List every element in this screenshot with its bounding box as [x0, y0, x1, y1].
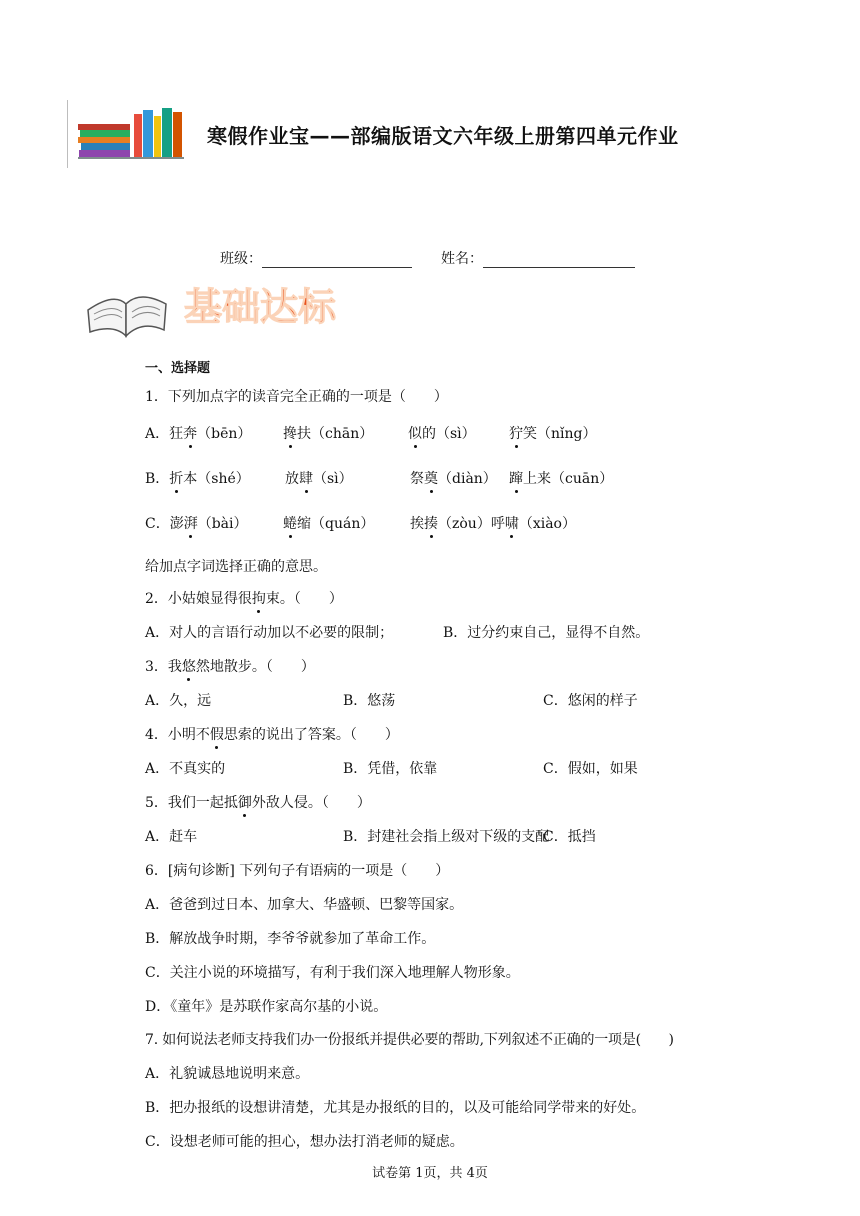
q7-option-a: A．礼貌诚恳地说明来意。	[145, 1066, 310, 1082]
books-icon	[78, 104, 188, 160]
class-field	[220, 248, 412, 268]
open-book-icon	[88, 297, 166, 336]
section-title: 一、选择题	[145, 361, 211, 376]
q7-option-b: B．把办报纸的设想讲清楚，尤其是办报纸的目的，以及可能给同学带来的好处。	[145, 1100, 646, 1116]
q5-stem: 5．我们一起抵御外敌人侵。（ ）	[145, 795, 371, 811]
page-title: 寒假作业宝——部编版语文六年级上册第四单元作业	[207, 124, 679, 148]
q2-stem: 2．小姑娘显得很拘束。（ ）	[145, 591, 343, 607]
header-divider	[67, 100, 68, 168]
name-blank	[483, 253, 635, 268]
q7-option-c: C．设想老师可能的担心，想办法打消老师的疑虑。	[145, 1134, 464, 1150]
q1-stem: 1．下列加点字的读音完全正确的一项是（ ）	[145, 389, 448, 405]
class-blank	[262, 253, 412, 268]
name-field	[441, 248, 635, 268]
q7-stem: 7. 如何说法老师支持我们办一份报纸并提供必要的帮助,下列叙述不正确的一项是( )	[145, 1032, 674, 1048]
q6-option-b: B．解放战争时期，李爷爷就参加了革命工作。	[145, 931, 436, 947]
q6-option-c: C．关注小说的环境描写，有利于我们深入地理解人物形象。	[145, 965, 520, 981]
banner-title: 基础达标	[184, 285, 337, 329]
q6-stem: 6．[病句诊断] 下列句子有语病的一项是（ ）	[145, 863, 450, 879]
q6-option-d: D．《童年》是苏联作家高尔基的小说。	[145, 999, 388, 1015]
q3-stem: 3．我悠然地散步。（ ）	[145, 659, 315, 675]
page-footer: 试卷第 1页，共 4页	[372, 1166, 488, 1181]
section-banner	[84, 270, 394, 340]
q6-option-a: A．爸爸到过日本、加拿大、华盛顿、巴黎等国家。	[145, 897, 464, 913]
class-label: 班级：	[220, 251, 262, 267]
name-label: 姓名：	[441, 251, 483, 267]
instruction-text: 给加点字词选择正确的意思。	[145, 559, 327, 575]
q4-stem: 4．小明不假思索的说出了答案。（ ）	[145, 727, 399, 743]
